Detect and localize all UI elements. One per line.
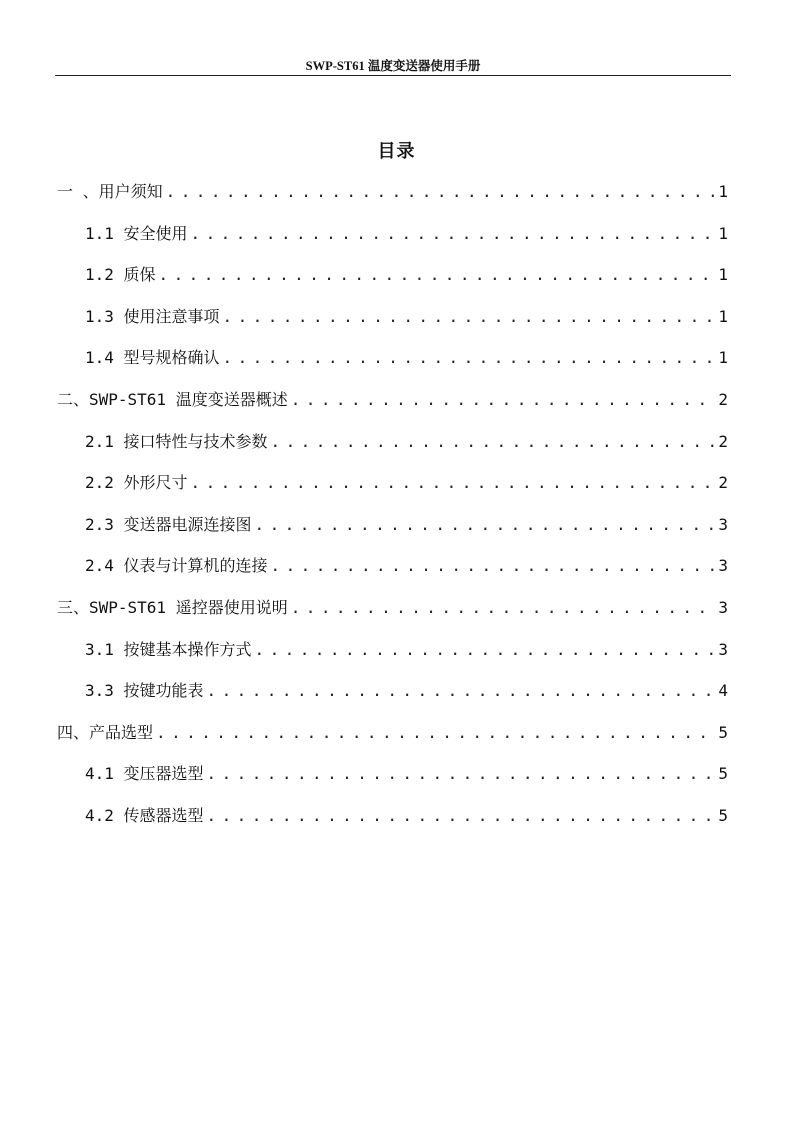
toc-page-number: 1 [718,306,728,326]
toc-entry-label: 3.1 按键基本操作方式 [85,639,252,659]
toc-entry-label: 3.3 按键功能表 [85,681,204,701]
header-divider [55,75,731,76]
toc-page-number: 1 [718,348,728,368]
dot-leader [255,637,716,663]
toc-entry-basic-key-operation[interactable] [57,637,728,679]
dot-leader [207,761,716,787]
toc-entry-user-notice[interactable] [57,179,728,221]
toc-entry-warranty[interactable] [57,262,728,304]
dot-leader [271,429,716,455]
dot-leader [156,720,715,746]
toc-page-number: 1 [718,223,728,243]
toc-entry-label: 2.3 变送器电源连接图 [85,514,252,534]
dot-leader [191,470,716,496]
toc-entry-key-function-table[interactable] [57,678,728,720]
toc-entry-remote-control[interactable] [57,595,728,637]
toc-entry-product-selection[interactable] [57,720,728,762]
dot-leader [223,304,716,330]
dot-leader [207,803,716,829]
toc-entry-label: 4.2 传感器选型 [85,805,204,825]
toc-entry-interface-specs[interactable] [57,429,728,471]
running-header: SWP-ST61 温度变送器使用手册 [305,59,481,73]
toc-entry-label: 二、SWP-ST61 温度变送器概述 [57,389,288,409]
dot-leader [207,678,716,704]
toc-entry-dimensions[interactable] [57,470,728,512]
toc-page-number: 1 [718,182,728,201]
toc-entry-label: 1.1 安全使用 [85,223,188,243]
dot-leader [166,179,716,205]
toc-entry-label: 2.4 仪表与计算机的连接 [85,556,268,576]
toc-entry-sensor-selection[interactable] [57,803,728,845]
toc-page-number: 1 [718,265,728,285]
dot-leader [291,595,716,621]
toc-entry-model-confirmation[interactable] [57,345,728,387]
toc-entry-label: 三、SWP-ST61 遥控器使用说明 [57,597,288,617]
dot-leader [291,387,716,413]
toc-entry-safe-use[interactable] [57,221,728,263]
toc-title: 目录 [377,141,416,162]
toc-page-number: 5 [718,805,728,825]
toc-entry-usage-precautions[interactable] [57,304,728,346]
toc-page-number: 2 [718,431,728,451]
dot-leader [271,553,716,579]
toc-page-number: 5 [718,764,728,784]
toc-page-number: 2 [718,389,728,409]
table-of-contents [57,179,728,845]
toc-page-number: 2 [718,473,728,493]
dot-leader [255,512,716,538]
dot-leader [191,221,716,247]
toc-entry-label: 2.1 接口特性与技术参数 [85,431,268,451]
dot-leader [159,262,716,288]
toc-entry-transmitter-overview[interactable] [57,387,728,429]
toc-page-number: 3 [718,556,728,576]
toc-entry-label: 1.2 质保 [85,265,156,285]
toc-entry-power-wiring[interactable] [57,512,728,554]
toc-entry-label: 4.1 变压器选型 [85,764,204,784]
toc-page-number: 5 [718,722,728,742]
toc-entry-label: 四、产品选型 [57,722,154,742]
dot-leader [223,345,716,371]
toc-entry-computer-connection[interactable] [57,553,728,595]
toc-page-number: 3 [718,514,728,534]
toc-entry-label: 一 、用户须知 [57,182,163,201]
toc-page-number: 4 [718,681,728,701]
toc-entry-label: 2.2 外形尺寸 [85,473,188,493]
toc-page-number: 3 [718,639,728,659]
toc-page-number: 3 [718,597,728,617]
toc-entry-label: 1.4 型号规格确认 [85,348,220,368]
toc-entry-label: 1.3 使用注意事项 [85,306,220,326]
toc-entry-transformer-selection[interactable] [57,761,728,803]
